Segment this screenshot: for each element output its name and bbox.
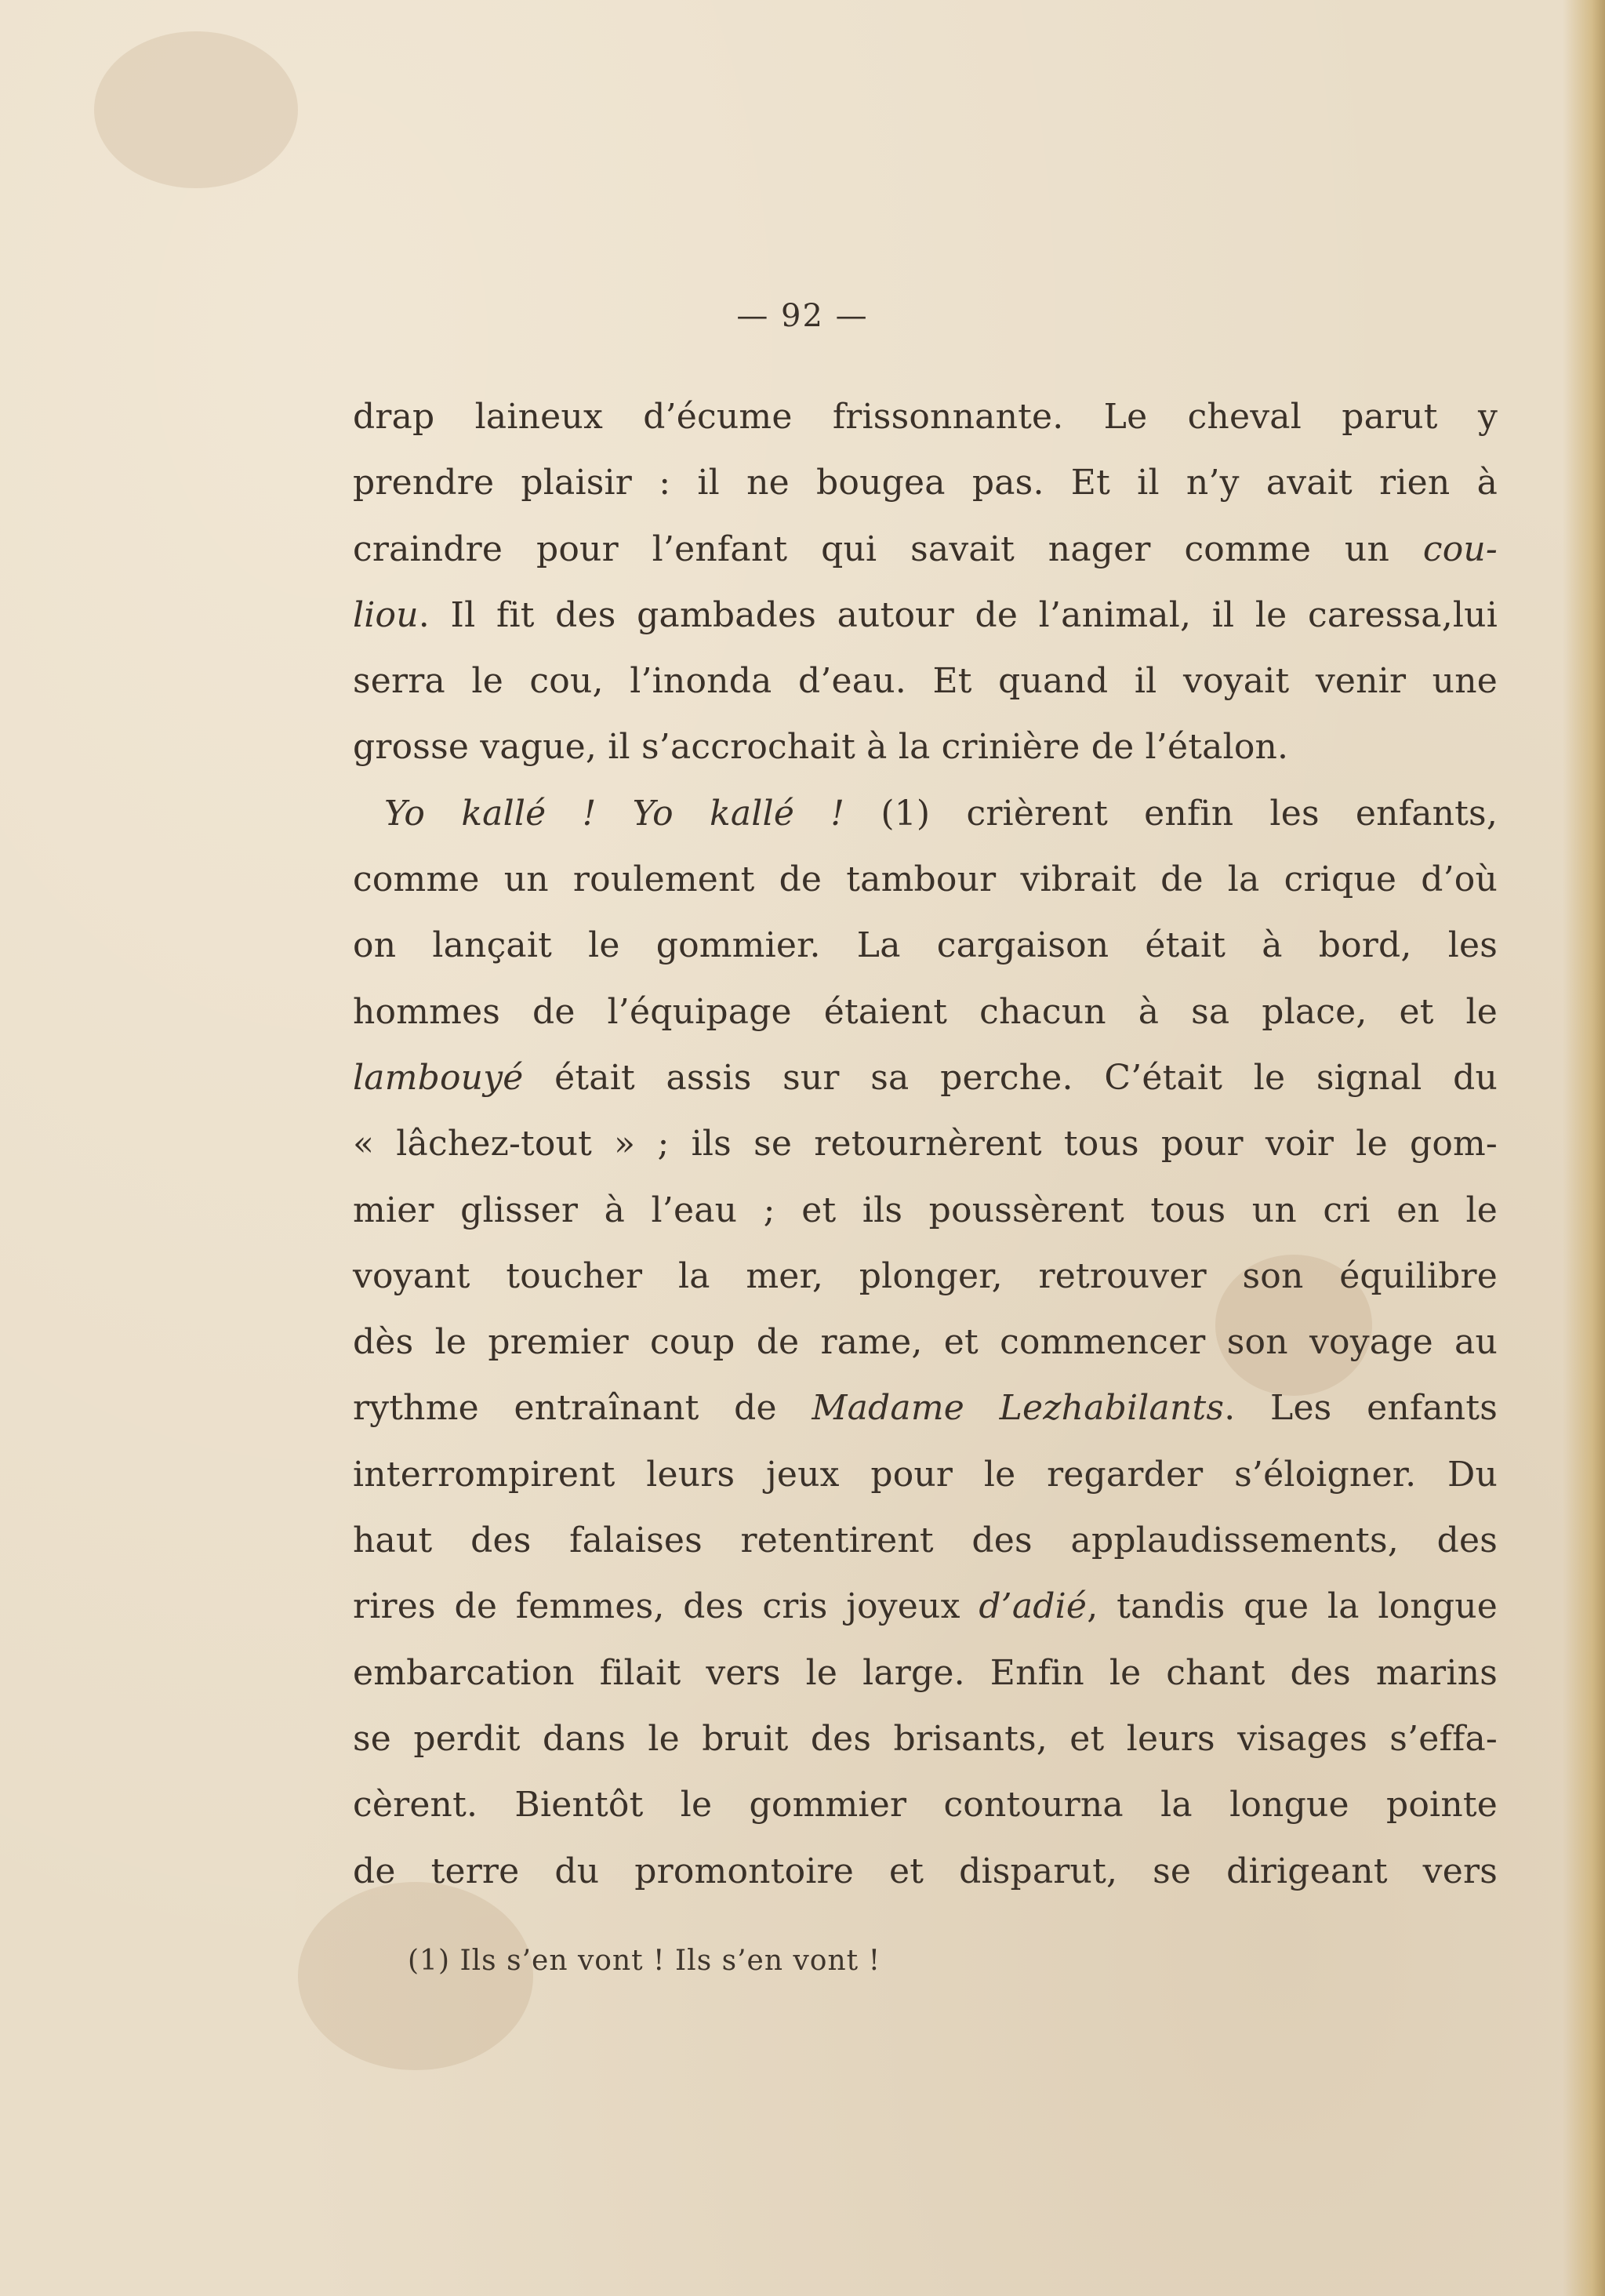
italic-phrase: Yo kallé ! Yo kallé ! [384, 793, 845, 834]
text-line: grosse vague, il s’accrochait à la crinière de l’étalon. [353, 727, 1289, 768]
text-line: de terre du promontoire et disparut, se dirigeant vers [353, 1851, 1498, 1891]
text-line: serra le cou, l’inonda d’eau. Et quand il voyait venir une [353, 661, 1498, 702]
text-line: hommes de l’équipage étaient chacun à sa place, et le [353, 991, 1498, 1032]
text-line: mier glisser à l’eau ; et ils poussèrent tous un cri en le [353, 1190, 1498, 1230]
text-line: comme un roulement de tambour vibrait de la crique d’où [353, 859, 1498, 900]
body-text [353, 384, 1498, 1905]
page-number: — 92 — [736, 298, 869, 334]
text-line: lambouyé était assis sur sa perche. C’était le signal du [353, 1057, 1498, 1098]
italic-word: cou- [1422, 529, 1498, 569]
text-line: dès le premier coup de rame, et commencer son voyage au [353, 1322, 1498, 1363]
italic-word: liou [353, 594, 419, 635]
text-line: « lâchez-tout » ; ils se retournèrent tous pour voir le gom- [353, 1124, 1498, 1164]
text-line: embarcation filait vers le large. Enfin le chant des marins [353, 1652, 1498, 1693]
text-line: cèrent. Bientôt le gommier contourna la longue pointe [353, 1785, 1498, 1826]
text-line: rythme entraînant de Madame Lezhabilants. Les enfants [353, 1388, 1498, 1429]
footnote: (1) Ils s’en vont ! Ils s’en vont ! [408, 1945, 881, 1977]
text-line: rires de femmes, des cris joyeux d’adié, tandis que la longue [353, 1586, 1498, 1627]
paper-stain [94, 31, 298, 188]
text-line: prendre plaisir : il ne bougea pas. Et il n’y avait rien à [353, 463, 1498, 503]
text-line: interrompirent leurs jeux pour le regarder s’éloigner. Du [353, 1454, 1498, 1495]
text-line: Yo kallé ! Yo kallé ! (1) crièrent enfin les enfants, [384, 793, 1498, 834]
italic-phrase: Madame Lezhabilants [812, 1388, 1225, 1429]
text-line: voyant toucher la mer, plonger, retrouver son équilibre [353, 1255, 1498, 1296]
page-edge [1563, 0, 1605, 2296]
italic-word: lambouyé [353, 1057, 524, 1098]
text-line: drap laineux d’écume frissonnante. Le cheval parut y [353, 397, 1498, 437]
text-line: on lançait le gommier. La cargaison était à bord, les [353, 925, 1498, 966]
italic-word: d’adié [979, 1586, 1088, 1627]
text-line: craindre pour l’enfant qui savait nager comme un cou- [353, 529, 1498, 569]
text-line: se perdit dans le bruit des brisants, et leurs visages s’effa- [353, 1718, 1498, 1759]
text-line: haut des falaises retentirent des applaudissements, des [353, 1520, 1498, 1561]
text-line: liou. Il fit des gambades autour de l’animal, il le caressa,lui [353, 594, 1498, 635]
